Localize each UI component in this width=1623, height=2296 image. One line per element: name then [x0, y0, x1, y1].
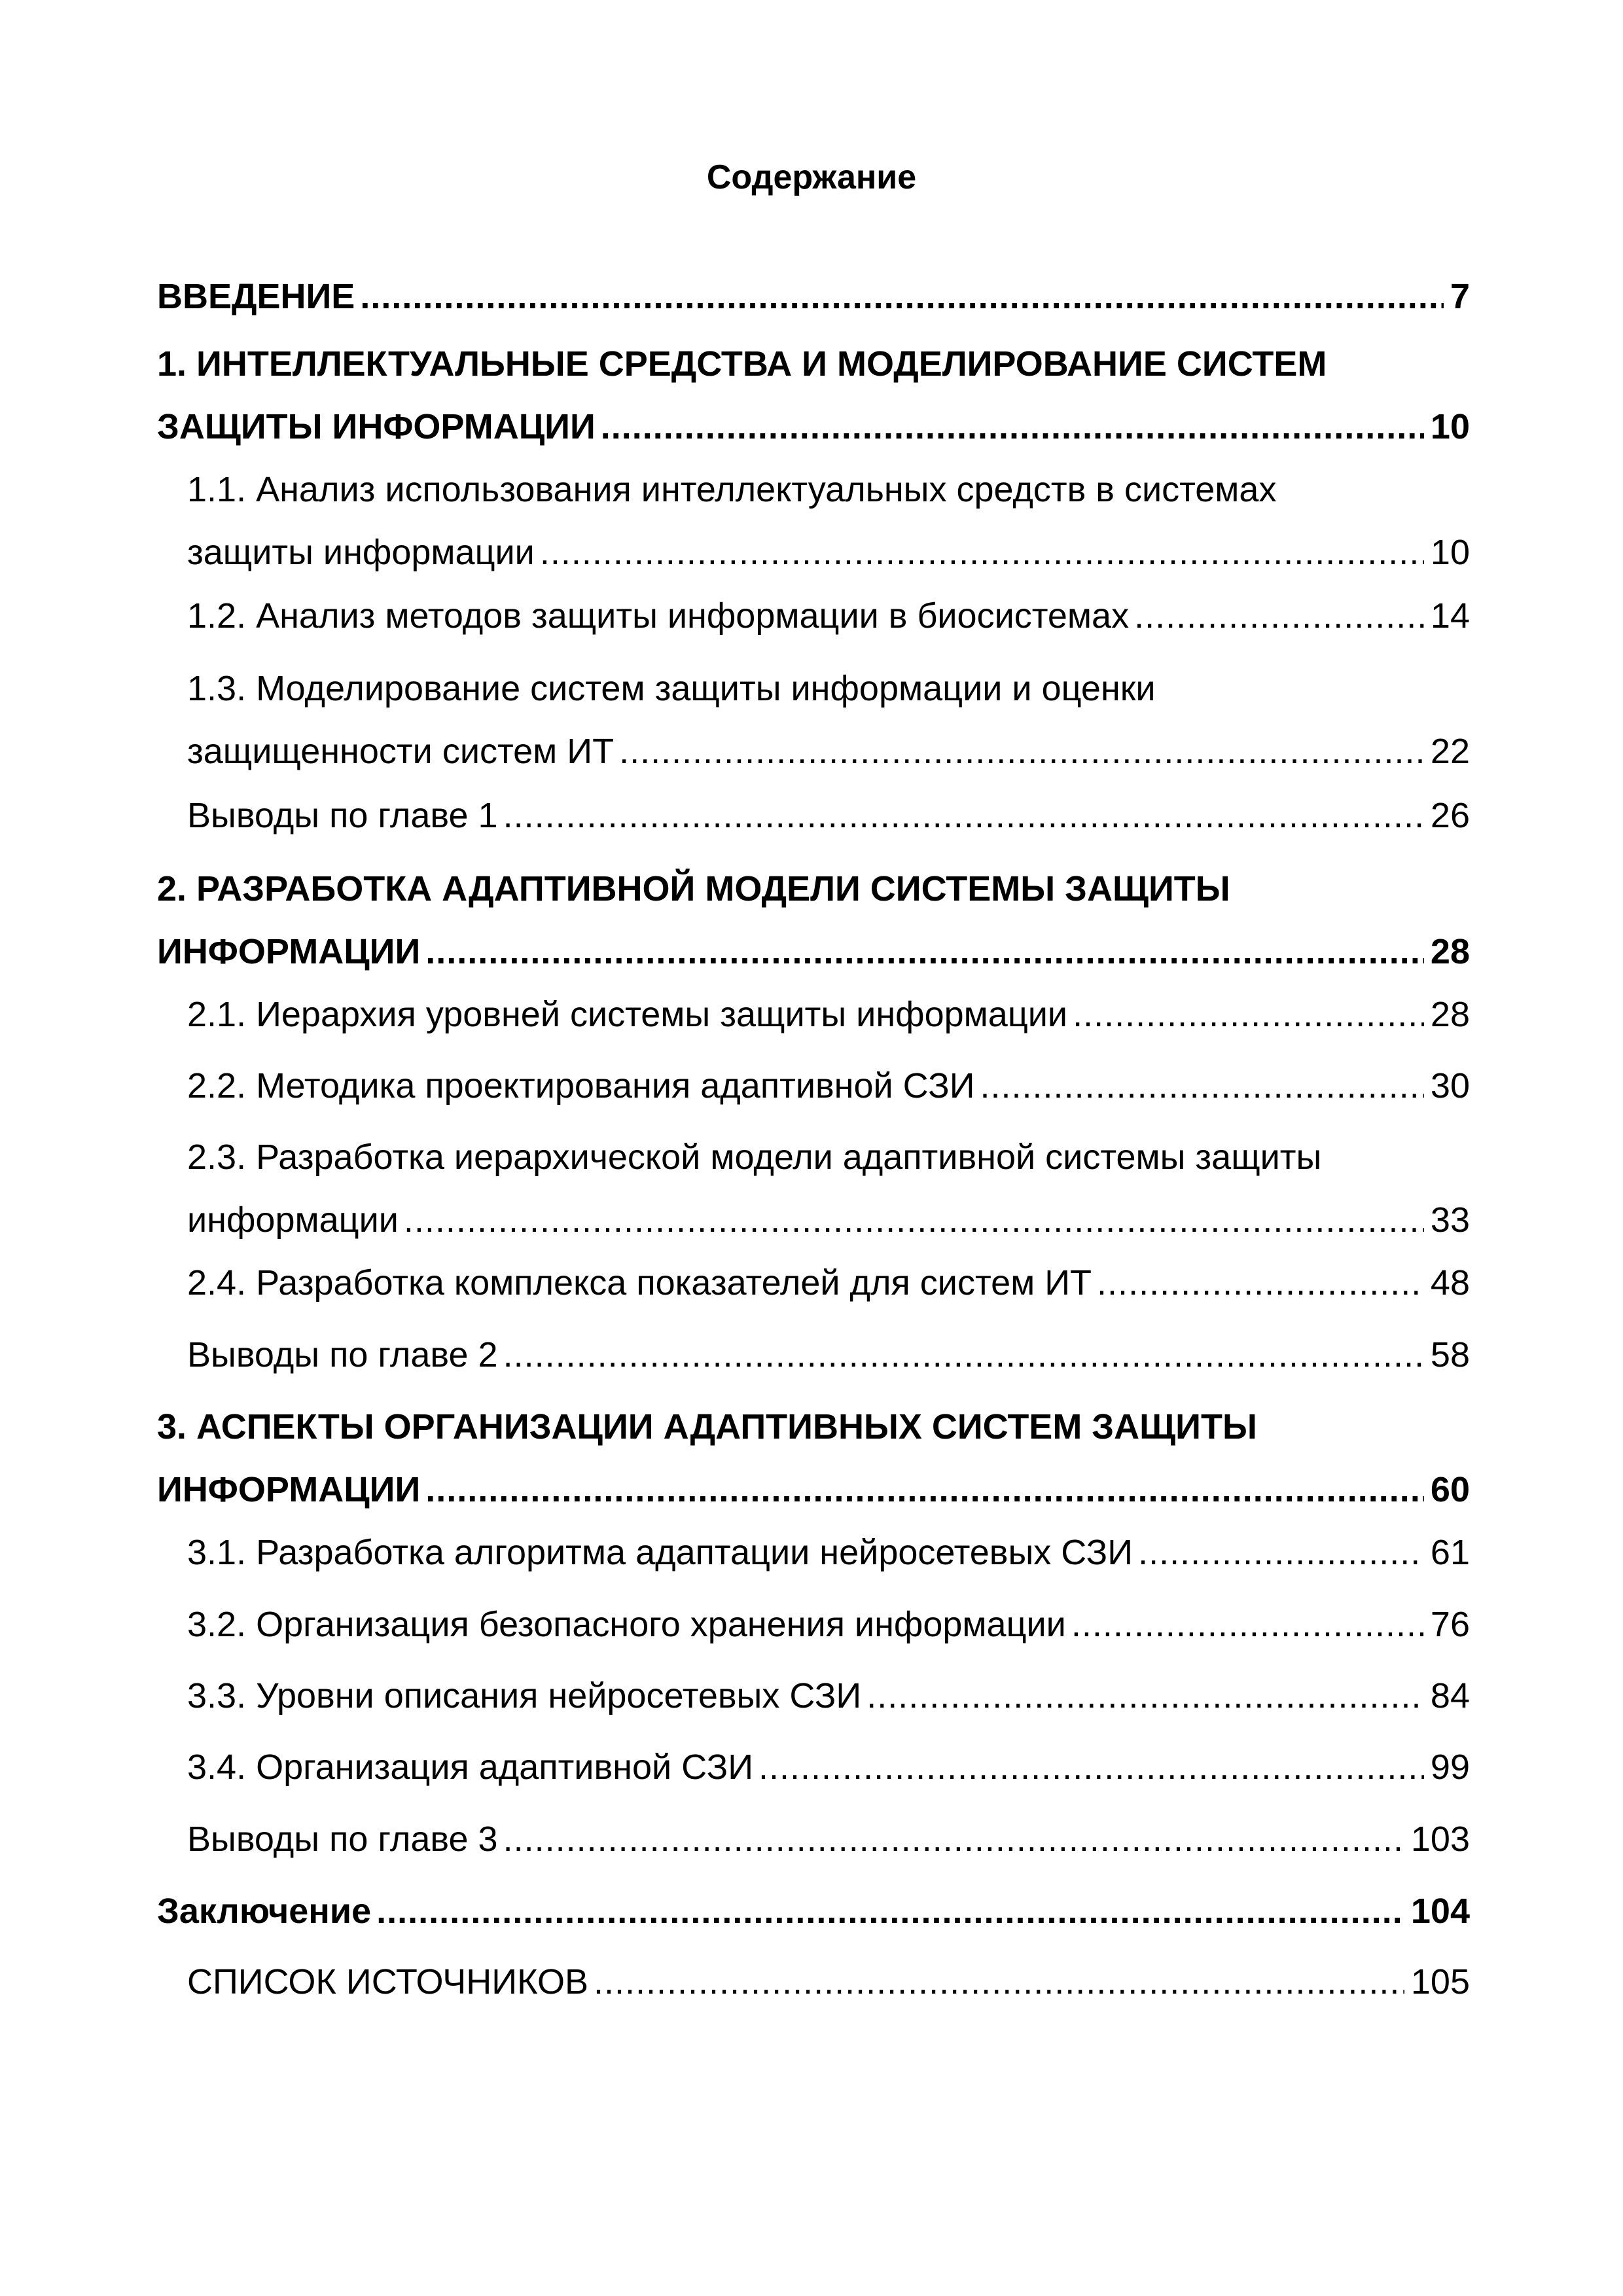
toc-entry-section-3-4[interactable]	[187, 1736, 1470, 1799]
toc-entry-text: Выводы по главе 1	[187, 796, 498, 835]
toc-entry-text: ИНФОРМАЦИИ	[157, 932, 421, 971]
dot-leader	[360, 265, 1444, 328]
toc-entry-chapter-3[interactable]	[157, 1395, 1470, 1521]
dot-leader	[758, 1736, 1424, 1799]
toc-entry-text: ЗАЩИТЫ ИНФОРМАЦИИ	[157, 407, 596, 446]
dot-leader	[1138, 1521, 1424, 1584]
toc-page-number: 99	[1430, 1748, 1470, 1787]
toc-page-number: 14	[1430, 596, 1470, 636]
dot-leader	[1071, 1593, 1424, 1656]
dot-leader	[425, 1458, 1424, 1521]
toc-page-number: 60	[1430, 1470, 1470, 1509]
toc-page-number: 28	[1430, 932, 1470, 971]
dot-leader	[376, 1880, 1404, 1943]
toc-entry-text: защищенности систем ИТ	[187, 732, 615, 771]
toc-page-number: 26	[1430, 796, 1470, 835]
toc-entry-section-3-1[interactable]	[187, 1521, 1470, 1584]
page-title: Содержание	[706, 158, 917, 196]
toc-page-number: 28	[1430, 995, 1470, 1034]
toc-entry-text: Выводы по главе 2	[187, 1335, 498, 1374]
toc-entry-section-2-2[interactable]	[187, 1054, 1470, 1117]
dot-leader	[540, 521, 1424, 584]
dot-leader	[404, 1189, 1424, 1251]
toc-entry-text-line1: 1. ИНТЕЛЛЕКТУАЛЬНЫЕ СРЕДСТВА И МОДЕЛИРОВАНИЕ СИСТЕМ	[157, 344, 1327, 384]
toc-entry-text: ВВЕДЕНИЕ	[157, 277, 355, 316]
dot-leader	[503, 1808, 1404, 1871]
dot-leader	[601, 395, 1424, 458]
toc-entry-conclusions-2[interactable]	[187, 1323, 1470, 1386]
dot-leader	[594, 1950, 1404, 2013]
dot-leader	[866, 1664, 1424, 1727]
toc-entry-text-line1: 1.3. Моделирование систем защиты информации и оценки	[187, 669, 1156, 708]
toc-page-number: 103	[1410, 1820, 1470, 1859]
toc-entry-text: СПИСОК ИСТОЧНИКОВ	[187, 1962, 588, 2001]
toc-entry-chapter-2[interactable]	[157, 857, 1470, 983]
toc-entry-text: 3.3. Уровни описания нейросетевых СЗИ	[187, 1676, 862, 1715]
toc-entry-section-1-2[interactable]	[187, 584, 1470, 647]
toc-entry-section-2-3[interactable]	[187, 1126, 1470, 1251]
toc-entry-section-1-1[interactable]	[187, 458, 1470, 584]
toc-entry-text-line1: 1.1. Анализ использования интеллектуальных средств в системах	[187, 470, 1277, 509]
toc-entry-text: информации	[187, 1200, 399, 1240]
toc-entry-section-2-1[interactable]	[187, 983, 1470, 1046]
toc-page-number: 58	[1430, 1335, 1470, 1374]
toc-entry-text: 1.2. Анализ методов защиты информации в биосистемах	[187, 596, 1130, 636]
toc-entry-text: 3.1. Разработка алгоритма адаптации нейросетевых СЗИ	[187, 1533, 1133, 1572]
toc-entry-text: 3.2. Организация безопасного хранения информации	[187, 1605, 1066, 1644]
toc-entry-section-3-3[interactable]	[187, 1664, 1470, 1727]
toc-page-number: 7	[1450, 277, 1470, 316]
toc-page-number: 30	[1430, 1066, 1470, 1105]
toc-page-number: 48	[1430, 1263, 1470, 1302]
toc-entry-section-2-4[interactable]	[187, 1251, 1470, 1314]
toc-entry-chapter-1[interactable]	[157, 332, 1470, 458]
toc-entry-text: Заключение	[157, 1892, 372, 1931]
toc-page-number: 61	[1430, 1533, 1470, 1572]
toc-entry-text: 2.2. Методика проектирования адаптивной СЗИ	[187, 1066, 975, 1105]
toc-entry-text: Выводы по главе 3	[187, 1820, 498, 1859]
toc-page-number: 104	[1410, 1892, 1470, 1931]
toc-page-number: 22	[1430, 732, 1470, 771]
dot-leader	[1134, 584, 1424, 647]
toc-page-number: 10	[1430, 533, 1470, 572]
dot-leader	[503, 1323, 1424, 1386]
dot-leader	[1097, 1251, 1424, 1314]
toc-entry-text: 2.1. Иерархия уровней системы защиты информации	[187, 995, 1068, 1034]
toc-entry-section-3-2[interactable]	[187, 1593, 1470, 1656]
toc-entry-introduction[interactable]	[157, 265, 1470, 328]
toc-entry-section-1-3[interactable]	[187, 657, 1470, 783]
toc-entry-references[interactable]	[187, 1950, 1470, 2013]
toc-entry-text-line1: 3. АСПЕКТЫ ОРГАНИЗАЦИИ АДАПТИВНЫХ СИСТЕМ ЗАЩИТЫ	[157, 1407, 1257, 1446]
toc-entry-conclusion[interactable]	[157, 1880, 1470, 1943]
dot-leader	[980, 1054, 1424, 1117]
toc-page-number: 10	[1430, 407, 1470, 446]
toc-entry-text-line1: 2. РАЗРАБОТКА АДАПТИВНОЙ МОДЕЛИ СИСТЕМЫ ЗАЩИТЫ	[157, 869, 1230, 908]
toc-entry-conclusions-1[interactable]	[187, 784, 1470, 847]
toc-page-number: 33	[1430, 1200, 1470, 1240]
toc-entry-text: защиты информации	[187, 533, 535, 572]
toc-entry-text-line1: 2.3. Разработка иерархической модели адаптивной системы защиты	[187, 1138, 1322, 1177]
toc-entry-text: 3.4. Организация адаптивной СЗИ	[187, 1748, 754, 1787]
toc-page-number: 76	[1430, 1605, 1470, 1644]
toc-page-number: 105	[1410, 1962, 1470, 2001]
dot-leader	[503, 784, 1424, 847]
dot-leader	[425, 920, 1424, 983]
toc-entry-text: ИНФОРМАЦИИ	[157, 1470, 421, 1509]
toc-entry-conclusions-3[interactable]	[187, 1808, 1470, 1871]
toc-page-number: 84	[1430, 1676, 1470, 1715]
dot-leader	[1073, 983, 1424, 1046]
dot-leader	[619, 720, 1424, 783]
toc-entry-text: 2.4. Разработка комплекса показателей для систем ИТ	[187, 1263, 1092, 1302]
